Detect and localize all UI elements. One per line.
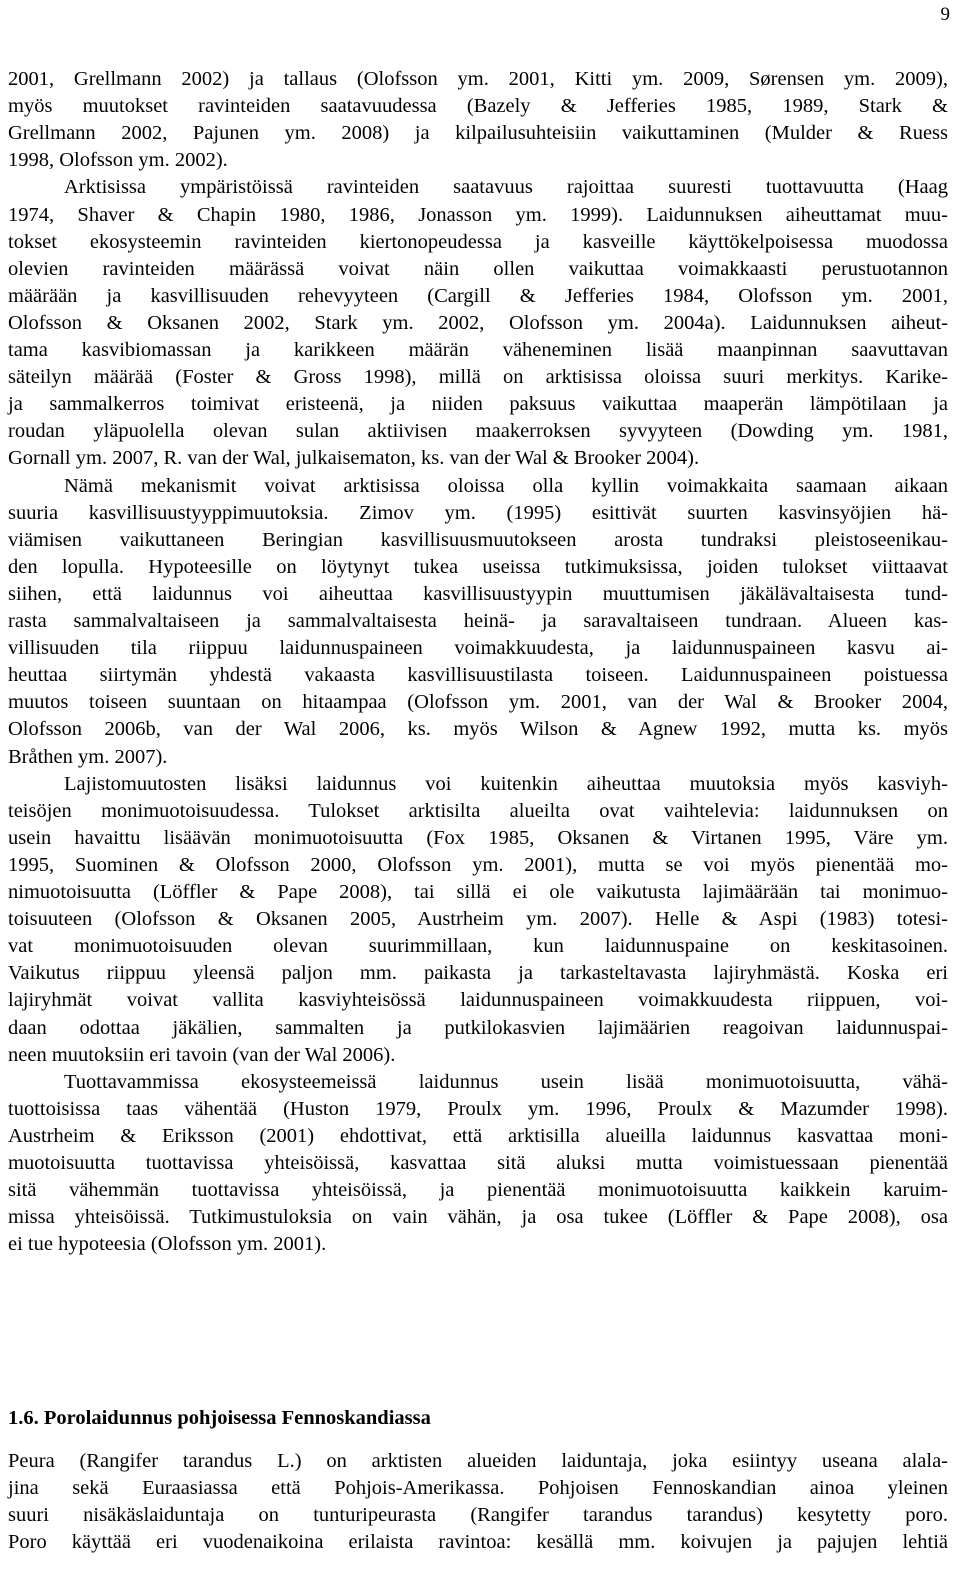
- text-line: Bråthen ym. 2007).: [8, 745, 168, 768]
- text-line: lajiryhmät voivat vallita kasviyhteisössä laidunnuspaineen voimakkuudesta riippuen, voi-: [8, 989, 948, 1012]
- text-line: daan odottaa jäkälien, sammalten ja putkilokasvien lajimäärien reagoivan laidunnuspai-: [8, 1016, 948, 1039]
- text-line: siihen, että laidunnus voi aiheuttaa kasvillisuustyypin muuttumisen jäkälävaltaisesta tund-: [8, 582, 948, 605]
- text-line: missa yhteisöissä. Tutkimustuloksia on vain vähän, ja osa tukee (Löffler & Pape 2008), osa: [8, 1206, 948, 1229]
- text-line: vat monimuotoisuuden olevan suurimmillaan, kun laidunnuspaine on keskitasoinen.: [8, 935, 948, 958]
- page-number: 9: [940, 4, 950, 25]
- section-heading: 1.6. Porolaidunnus pohjoisessa Fennoskandiassa: [8, 1407, 431, 1429]
- text-line: muotoisuutta tuottavissa yhteisöissä, kasvattaa sitä aluksi mutta voimistuessaan pienentää: [8, 1152, 948, 1174]
- text-line: myös muutokset ravinteiden saatavuudessa (Bazely & Jefferies 1985, 1989, Stark &: [8, 95, 948, 118]
- text-line: sitä vähemmän tuottavissa yhteisöissä, ja pienentää monimuotoisuutta kaikkein karuim-: [8, 1179, 948, 1202]
- text-line: Austrheim & Eriksson (2001) ehdottivat, että arktisilla alueilla laidunnus kasvattaa moni-: [8, 1124, 948, 1147]
- text-line: viämisen vaikuttaneen Beringian kasvillisuusmuutokseen arosta tundraksi pleistoseenikau-: [8, 528, 948, 551]
- text-line: roudan yläpuolella olevan sulan aktiivisen maakerroksen syvyyteen (Dowding ym. 1981,: [8, 420, 948, 443]
- text-line: tuottoisissa taas vähentää (Huston 1979, Proulx ym. 1996, Proulx & Mazumder 1998).: [8, 1097, 948, 1120]
- text-line: villisuuden tila riippuu laidunnuspaineen voimakkuudesta, ja laidunnuspaineen kasvu ai-: [8, 637, 948, 660]
- text-line: toisuuteen (Olofsson & Oksanen 2005, Austrheim ym. 2007). Helle & Aspi (1983) totesi-: [8, 908, 948, 931]
- text-line: Olofsson & Oksanen 2002, Stark ym. 2002, Olofsson ym. 2004a). Laidunnuksen aiheut-: [8, 311, 948, 334]
- text-line: suuri nisäkäslaiduntaja on tunturipeurasta (Rangifer tarandus tarandus) kesytetty poro.: [8, 1504, 948, 1527]
- text-line: 1998, Olofsson ym. 2002).: [8, 149, 228, 172]
- text-line: Peura (Rangifer tarandus L.) on arktisten alueiden laiduntaja, joka esiintyy useana alala-: [8, 1450, 948, 1472]
- text-line: tokset ekosysteemin ravinteiden kiertonopeudessa ja kasveille käyttökelpoisessa muodossa: [8, 230, 948, 253]
- text-line: säteilyn määrää (Foster & Gross 1998), millä on arktisissa oloissa suuri merkitys. Karike-: [8, 366, 948, 389]
- text-line: Gornall ym. 2007, R. van der Wal, julkaisematon, ks. van der Wal & Brooker 2004).: [8, 447, 700, 470]
- text-line: määrään ja kasvillisuuden rehevyyteen (Cargill & Jefferies 1984, Olofsson ym. 2001,: [8, 284, 948, 307]
- text-line: heuttaa siirtymän yhdestä vakaasta kasvillisuustilasta toiseen. Laidunnuspaineen poistuessa: [8, 664, 948, 687]
- text-line: Lajistomuutosten lisäksi laidunnus voi kuitenkin aiheuttaa muutoksia myös kasviyh-: [64, 772, 948, 795]
- text-line: Poro käyttää eri vuodenaikoina erilaista ravintoa: kesällä mm. koivujen ja pajujen lehtiä: [8, 1531, 948, 1554]
- text-line: olevien ravinteiden määrässä voivat näin ollen vaikuttaa voimakkaasti perustuotannon: [8, 257, 948, 280]
- text-line: teisöjen monimuotoisuudessa. Tulokset arktisilta alueilta ovat vaihtelevia: laidunnuksen on: [8, 799, 948, 822]
- text-line: Grellmann 2002, Pajunen ym. 2008) ja kilpailusuhteisiin vaikuttaminen (Mulder & Ruess: [8, 122, 948, 145]
- text-line: tama kasvibiomassan ja karikkeen määrän väheneminen lisää maanpinnan saavuttavan: [8, 339, 948, 361]
- text-line: Olofsson 2006b, van der Wal 2006, ks. myös Wilson & Agnew 1992, mutta ks. myös: [8, 718, 948, 741]
- text-line: jina sekä Euraasiassa että Pohjois-Amerikassa. Pohjoisen Fennoskandian ainoa yleinen: [8, 1477, 948, 1500]
- text-line: ja sammalkerros toimivat eristeenä, ja niiden paksuus vaikuttaa maaperän lämpötilaan ja: [8, 393, 948, 416]
- text-line: muutos toiseen suuntaan on hitaampaa (Olofsson ym. 2001, van der Wal & Brooker 2004,: [8, 691, 948, 714]
- text-line: suuria kasvillisuustyyppimuutoksia. Zimov ym. (1995) esittivät suurten kasvinsyöjien hä-: [8, 501, 948, 524]
- text-line: neen muutoksiin eri tavoin (van der Wal 2006).: [8, 1043, 396, 1066]
- text-line: Vaikutus riippuu yleensä paljon mm. paikasta ja tarkasteltavasta lajiryhmästä. Koska eri: [8, 962, 948, 985]
- text-line: 1995, Suominen & Olofsson 2000, Olofsson ym. 2001), mutta se voi myös pienentää mo-: [8, 853, 948, 876]
- text-line: nimuotoisuutta (Löffler & Pape 2008), tai sillä ei ole vaikutusta lajimäärään tai monimuo-: [8, 881, 948, 903]
- text-line: Arktisissa ympäristöissä ravinteiden saatavuus rajoittaa suuresti tuottavuutta (Haag: [64, 176, 948, 199]
- text-line: Tuottavammissa ekosysteemeissä laidunnus usein lisää monimuotoisuutta, vähä-: [64, 1070, 948, 1093]
- text-line: rasta sammalvaltaiseen ja sammalvaltaisesta heinä- ja saravaltaiseen tundraan. Alueen kas-: [8, 610, 948, 632]
- text-line: den lopulla. Hypoteesille on löytynyt tukea useissa tutkimuksissa, joiden tulokset viittaavat: [8, 555, 948, 578]
- text-line: ei tue hypoteesia (Olofsson ym. 2001).: [8, 1233, 327, 1256]
- text-line: usein havaittu lisäävän monimuotoisuutta (Fox 1985, Oksanen & Virtanen 1995, Väre ym.: [8, 826, 948, 849]
- text-line: 2001, Grellmann 2002) ja tallaus (Olofsson ym. 2001, Kitti ym. 2009, Sørensen ym. 2009),: [8, 68, 948, 90]
- text-line: Nämä mekanismit voivat arktisissa oloissa olla kyllin voimakkaita saamaan aikaan: [64, 474, 948, 497]
- text-line: 1974, Shaver & Chapin 1980, 1986, Jonasson ym. 1999). Laidunnuksen aiheuttamat muu-: [8, 203, 948, 226]
